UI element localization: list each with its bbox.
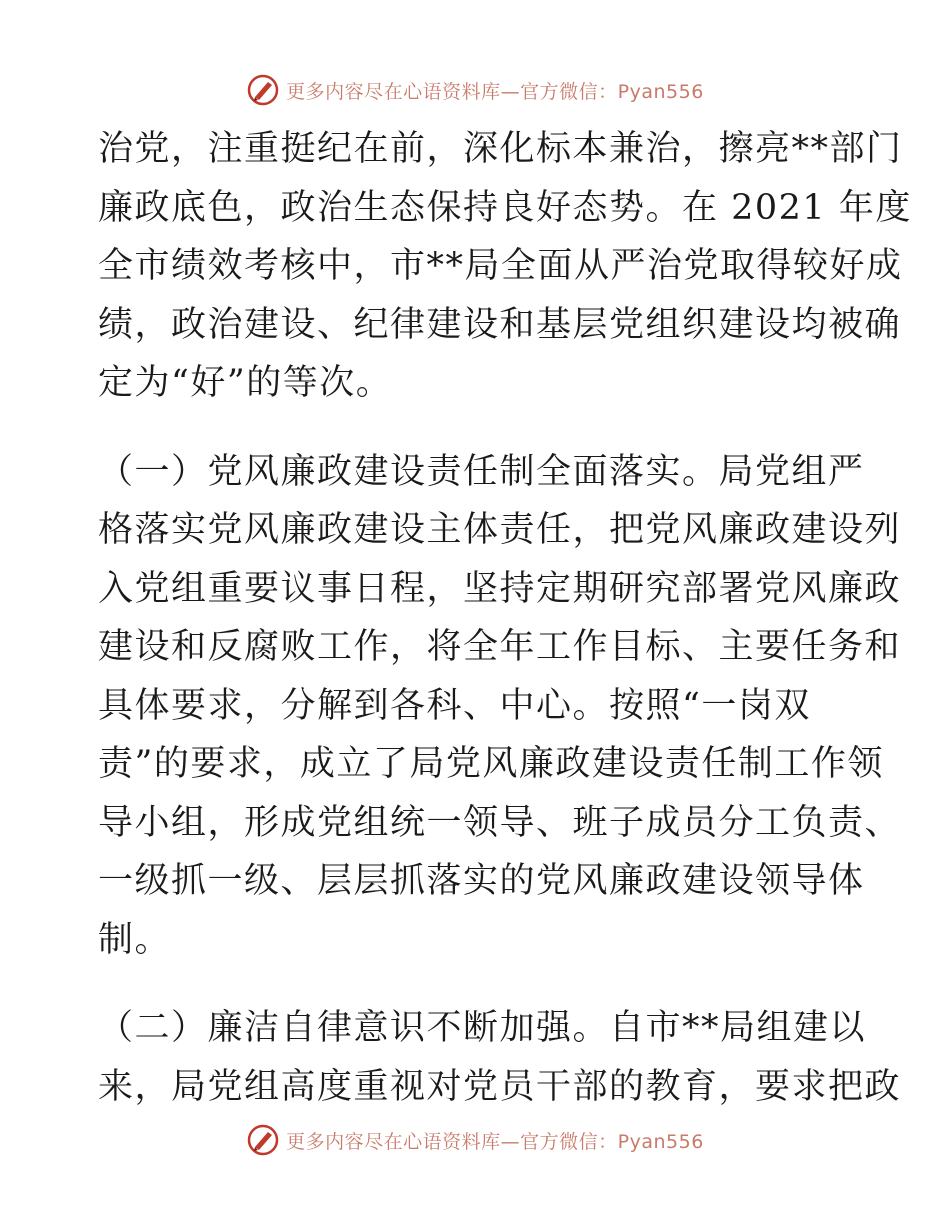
text-line: （二）廉洁自律意识不断加强。自市**局组建以 bbox=[98, 1008, 867, 1048]
pen-circle-icon bbox=[246, 1123, 280, 1157]
paragraph-1 bbox=[98, 120, 912, 413]
paragraph-3 bbox=[98, 999, 902, 1116]
text-line: 责”的要求，成立了局党风廉政建设责任制工作领 bbox=[98, 744, 884, 784]
text-line: 治党，注重挺纪在前，深化标本兼治，擦亮**部门 bbox=[98, 129, 903, 169]
text-line: （一）党风廉政建设责任制全面落实。局党组严 bbox=[98, 451, 865, 492]
text-line: 全市绩效考核中，市**局全面从严治党取得较好成 bbox=[98, 246, 903, 286]
pen-circle-icon bbox=[246, 73, 280, 107]
document-body bbox=[98, 120, 912, 1116]
text-line: 具体要求，分解到各科、中心。按照“一岗双 bbox=[98, 685, 811, 726]
watermark-text: 更多内容尽在心语资料库—官方微信：Pyan556 bbox=[286, 1130, 704, 1153]
text-line: 廉政底色，政治生态保持良好态势。在 2021 年度 bbox=[98, 187, 912, 228]
text-line: 定为“好”的等次。 bbox=[98, 363, 393, 403]
footer-watermark bbox=[0, 1120, 950, 1160]
text-line: 来，局党组高度重视对党员干部的教育，要求把政 bbox=[98, 1066, 902, 1107]
text-line: 导小组，形成党组统一领导、班子成员分工负责、 bbox=[98, 802, 902, 843]
text-line: 格落实党风廉政建设主体责任，把党风廉政建设列 bbox=[98, 510, 902, 550]
text-line: 绩，政治建设、纪律建设和基层党组织建设均被确 bbox=[98, 304, 902, 345]
text-line: 建设和反腐败工作，将全年工作目标、主要任务和 bbox=[98, 627, 902, 667]
text-line: 一级抓一级、层层抓落实的党风廉政建设领导体 bbox=[98, 861, 865, 901]
watermark-text: 更多内容尽在心语资料库—官方微信：Pyan556 bbox=[286, 80, 704, 103]
text-line: 入党组重要议事日程，坚持定期研究部署党风廉政 bbox=[98, 568, 902, 609]
paragraph-2 bbox=[98, 443, 902, 970]
header-watermark bbox=[0, 70, 950, 110]
text-line: 制。 bbox=[98, 919, 172, 960]
